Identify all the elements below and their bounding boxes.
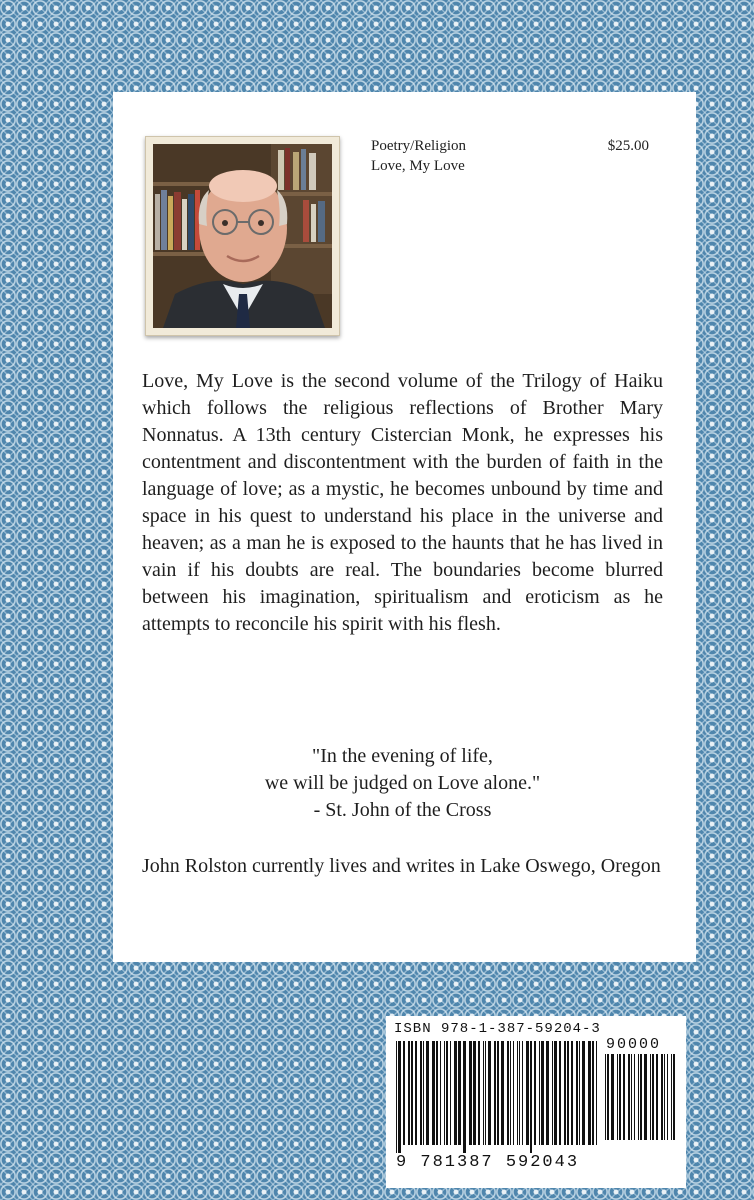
author-portrait-icon: [153, 144, 332, 328]
barcode-bar: [396, 1041, 397, 1153]
barcode-bar: [579, 1041, 580, 1145]
barcode-bar: [519, 1041, 520, 1145]
barcode-bar: [652, 1054, 654, 1140]
barcode-bar: [478, 1041, 480, 1145]
barcode-bar: [450, 1041, 451, 1145]
barcode-bar: [507, 1041, 509, 1145]
barcode-bar: [408, 1041, 410, 1145]
barcode-bar: [638, 1054, 639, 1140]
barcode-bar: [673, 1054, 675, 1140]
barcode-bar: [611, 1054, 614, 1140]
barcode-bar: [539, 1041, 540, 1145]
barcode-bar: [644, 1054, 647, 1140]
barcode-bar: [607, 1054, 609, 1140]
barcode-bar: [567, 1041, 569, 1145]
barcode-bar: [623, 1054, 625, 1140]
barcode-bar: [485, 1041, 486, 1145]
barcode-bar: [463, 1041, 466, 1153]
barcode-bar: [564, 1041, 566, 1145]
addon-barcode-bars: [605, 1054, 677, 1148]
barcode-bar: [436, 1041, 438, 1145]
quote-line: "In the evening of life,: [312, 745, 493, 767]
barcode-bar: [605, 1054, 606, 1140]
barcode-bar: [494, 1041, 496, 1145]
barcode-bar: [534, 1041, 536, 1145]
barcode-bar: [634, 1054, 635, 1140]
barcode-bar: [426, 1041, 429, 1145]
barcode-bar: [650, 1054, 651, 1140]
isbn-label: ISBN 978-1-387-59204-3: [394, 1021, 601, 1037]
barcode-bar: [510, 1041, 511, 1145]
barcode-bar: [446, 1041, 448, 1145]
barcode-bar: [458, 1041, 461, 1145]
barcode-bar: [522, 1041, 523, 1145]
epigraph-quote: [142, 743, 663, 824]
category-label: Poetry/Religion: [371, 138, 466, 154]
price-label: $25.00: [607, 138, 649, 154]
barcode-bar: [664, 1054, 665, 1140]
book-title: Love, My Love: [371, 158, 465, 174]
isbn-barcode: [386, 1016, 686, 1188]
barcode-bar: [398, 1041, 401, 1153]
barcode-bar: [576, 1041, 578, 1145]
barcode-bar: [552, 1041, 553, 1145]
barcode-bar: [403, 1041, 405, 1145]
barcode-bar: [432, 1041, 435, 1145]
barcode-bar: [640, 1054, 642, 1140]
quote-attribution: - St. John of the Cross: [313, 799, 492, 821]
barcode-bar: [517, 1041, 518, 1145]
barcode-bar: [473, 1041, 476, 1145]
barcode-bar: [631, 1054, 632, 1140]
barcode-bar: [596, 1041, 597, 1145]
barcode-digits: 9 781387 592043: [396, 1153, 580, 1172]
barcode-bar: [559, 1041, 561, 1145]
barcode-bar: [582, 1041, 585, 1145]
barcode-bar: [628, 1054, 630, 1140]
barcode-bar: [423, 1041, 424, 1145]
barcode-bar: [488, 1041, 491, 1145]
barcode-bar: [541, 1041, 544, 1145]
barcode-bar: [656, 1054, 658, 1140]
barcode-bar: [440, 1041, 441, 1145]
barcode-bar: [530, 1041, 532, 1153]
quote-line: we will be judged on Love alone.": [264, 772, 541, 794]
author-photo: [145, 136, 340, 336]
barcode-bar: [661, 1054, 663, 1140]
barcode-bar: [592, 1041, 594, 1145]
price-code-label: 90000: [606, 1036, 662, 1053]
barcode-bar: [420, 1041, 422, 1145]
book-description: Love, My Love is the second volume of the Trilogy of Haiku which follows the religious reflections of Brother Mary Nonnatus. A 13th century Cistercian Monk, he expresses his contentment and discontentment with the burden of faith in the language of love; as a mystic, he becomes unbound by time and space in his quest to understand his place in the universe and heaven; as a man he is exposed to the haunts that he has lived in vain if his doubts are real. The boundaries become blurred between his imagination, spiritualism and eroticism as he attempts to reconcile his spirit with his flesh.: [142, 370, 663, 635]
barcode-bars: [396, 1041, 600, 1153]
barcode-bar: [497, 1041, 499, 1145]
barcode-bar: [588, 1041, 591, 1145]
barcode-bar: [469, 1041, 472, 1145]
barcode-bar: [454, 1041, 457, 1145]
barcode-bar: [667, 1054, 668, 1140]
barcode-bar: [501, 1041, 504, 1145]
barcode-bar: [411, 1041, 413, 1145]
author-bio: John Rolston currently lives and writes in Lake Oswego, Oregon: [142, 855, 661, 877]
barcode-bar: [415, 1041, 417, 1145]
barcode-bar: [546, 1041, 549, 1145]
book-meta: [371, 136, 466, 176]
barcode-bar: [619, 1054, 621, 1140]
barcode-bar: [444, 1041, 445, 1145]
barcode-bar: [483, 1041, 484, 1145]
barcode-bar: [671, 1054, 672, 1140]
barcode-bar: [526, 1041, 529, 1145]
barcode-bar: [513, 1041, 514, 1145]
back-cover-panel: [113, 92, 696, 962]
barcode-bar: [571, 1041, 573, 1145]
barcode-bar: [554, 1041, 557, 1145]
barcode-bar: [617, 1054, 618, 1140]
